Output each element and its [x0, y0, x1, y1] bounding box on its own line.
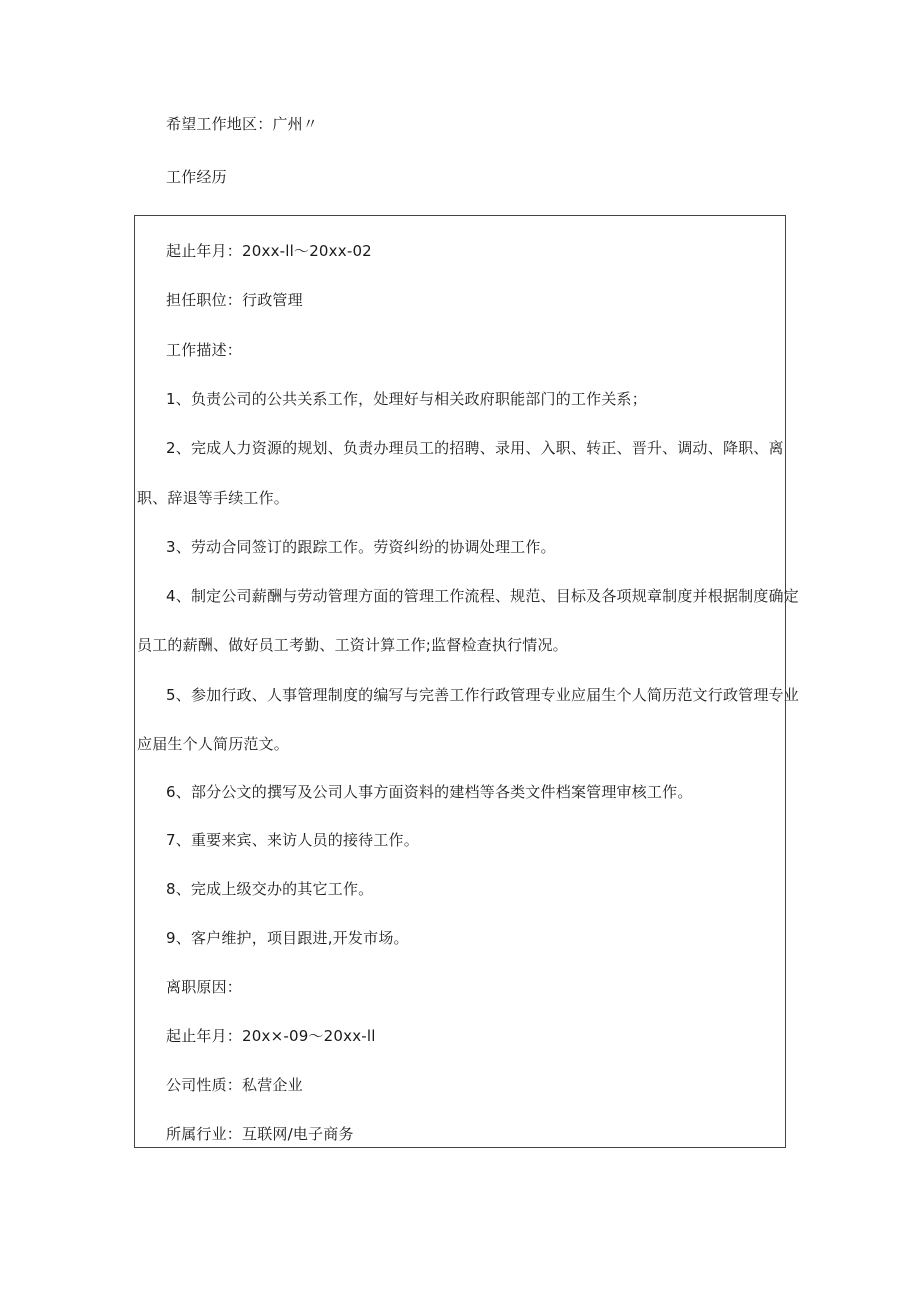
duty-7: 7、重要来宾、来访人员的接待工作。: [166, 831, 419, 849]
duty-9: 9、客户维护，项目跟进,开发市场。: [166, 929, 409, 947]
job1-desc-label: 工作描述：: [166, 341, 243, 359]
desired-location: 希望工作地区：广州〃: [166, 115, 319, 133]
job2-industry: 所属行业：互联网/电子商务: [166, 1125, 354, 1143]
duty-4: 4、制定公司薪酬与劳动管理方面的管理工作流程、规范、目标及各项规章制度并根据制度确定: [166, 587, 799, 605]
duty-3: 3、劳动合同签订的跟踪工作。劳资纠纷的协调处理工作。: [166, 538, 556, 556]
job2-company-type: 公司性质：私营企业: [166, 1076, 303, 1094]
job1-position: 担任职位：行政管理: [166, 291, 303, 309]
duty-4-cont: 员工的薪酬、做好员工考勤、工资计算工作;监督检查执行情况。: [137, 636, 568, 654]
job1-leave-reason: 离职原因：: [166, 978, 243, 996]
duty-5-cont: 应届生个人简历范文。: [137, 735, 290, 753]
duty-6: 6、部分公文的撰写及公司人事方面资料的建档等各类文件档案管理审核工作。: [166, 783, 693, 801]
duty-2: 2、完成人力资源的规划、负责办理员工的招聘、录用、入职、转正、晋升、调动、降职、离: [166, 439, 784, 457]
duty-2-cont: 职、辞退等手续工作。: [137, 489, 290, 507]
section-title-work-experience: 工作经历: [166, 168, 227, 186]
duty-5: 5、参加行政、人事管理制度的编写与完善工作行政管理专业应届生个人简历范文行政管理专业: [166, 686, 799, 704]
duty-8: 8、完成上级交办的其它工作。: [166, 880, 374, 898]
job2-period: 起止年月：20x×-09～20xx-ll: [166, 1027, 376, 1045]
job1-period: 起止年月：20xx-ll～20xx-02: [166, 242, 372, 260]
duty-1: 1、负责公司的公共关系工作，处理好与相关政府职能部门的工作关系；: [166, 390, 647, 408]
